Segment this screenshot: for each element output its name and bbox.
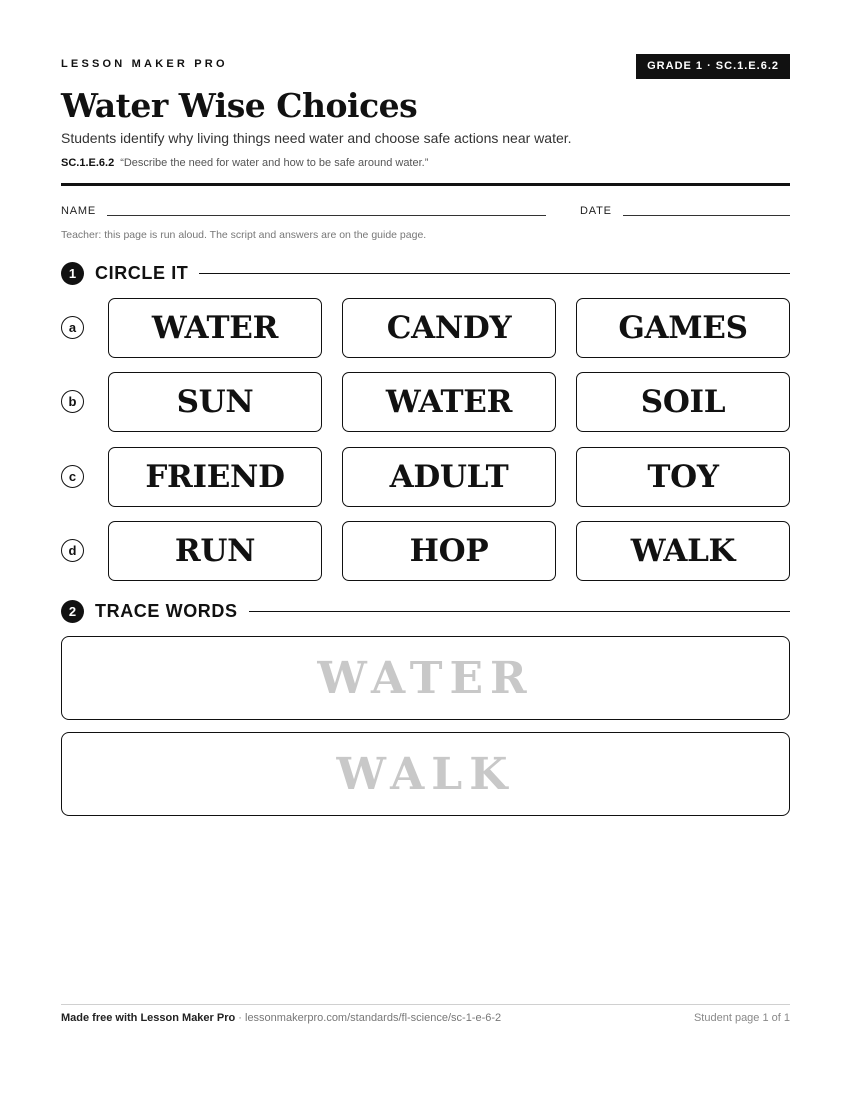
section-title: CIRCLE IT <box>95 262 189 283</box>
word-choice[interactable]: GAMES <box>576 298 790 358</box>
footer-url[interactable]: lessonmakerpro.com/standards/fl-science/sc-1-e-6-2 <box>245 1012 502 1024</box>
row-letter: d <box>61 539 84 562</box>
section-rule <box>249 611 790 612</box>
footer-page-number: Student page 1 of 1 <box>693 1012 790 1024</box>
name-line <box>107 215 546 216</box>
footer-made-with: Made free with Lesson Maker Pro <box>61 1012 236 1024</box>
word-choice[interactable]: SUN <box>108 372 322 432</box>
name-label: NAME <box>61 205 96 217</box>
choice-row-c <box>61 447 790 509</box>
trace-word-box[interactable]: WALK <box>61 732 790 816</box>
brand-name: LESSON MAKER PRO <box>61 58 228 70</box>
footer-credit <box>61 1012 501 1024</box>
footer-separator: · <box>235 1012 245 1024</box>
word-choice[interactable]: WALK <box>576 521 790 581</box>
word-choice[interactable]: WATER <box>342 372 556 432</box>
row-letter: c <box>61 465 84 488</box>
standard-code: SC.1.E.6.2 <box>61 157 115 169</box>
section-rule <box>199 273 790 274</box>
date-line <box>623 215 790 216</box>
choice-row-b <box>61 372 790 434</box>
word-choice[interactable]: CANDY <box>342 298 556 358</box>
word-choice[interactable]: HOP <box>342 521 556 581</box>
choice-row-d <box>61 521 790 583</box>
header-divider <box>61 183 790 186</box>
row-letter: b <box>61 390 84 413</box>
word-choice[interactable]: WATER <box>108 298 322 358</box>
section-number: 1 <box>61 262 84 285</box>
row-letter: a <box>61 316 84 339</box>
choice-row-a <box>61 298 790 360</box>
teacher-note: Teacher: this page is run aloud. The script and answers are on the guide page. <box>61 229 427 241</box>
grade-standard-badge: GRADE 1 · SC.1.E.6.2 <box>636 54 790 79</box>
section-number: 2 <box>61 600 84 623</box>
worksheet-page <box>61 0 790 1100</box>
page-title: Water Wise Choices <box>61 86 418 125</box>
standard-text: “Describe the need for water and how to be safe around water.” <box>120 157 429 169</box>
word-choice[interactable]: ADULT <box>342 447 556 507</box>
section-circle-it-heading <box>61 261 790 285</box>
date-label: DATE <box>580 205 612 217</box>
section-trace-words-heading <box>61 599 790 623</box>
footer-divider <box>61 1004 790 1005</box>
section-title: TRACE WORDS <box>95 600 238 621</box>
page-subtitle: Students identify why living things need water and choose safe actions near water. <box>61 130 572 146</box>
word-choice[interactable]: RUN <box>108 521 322 581</box>
word-choice[interactable]: SOIL <box>576 372 790 432</box>
standard-line <box>61 157 428 169</box>
word-choice[interactable]: FRIEND <box>108 447 322 507</box>
word-choice[interactable]: TOY <box>576 447 790 507</box>
trace-word-box[interactable]: WATER <box>61 636 790 720</box>
